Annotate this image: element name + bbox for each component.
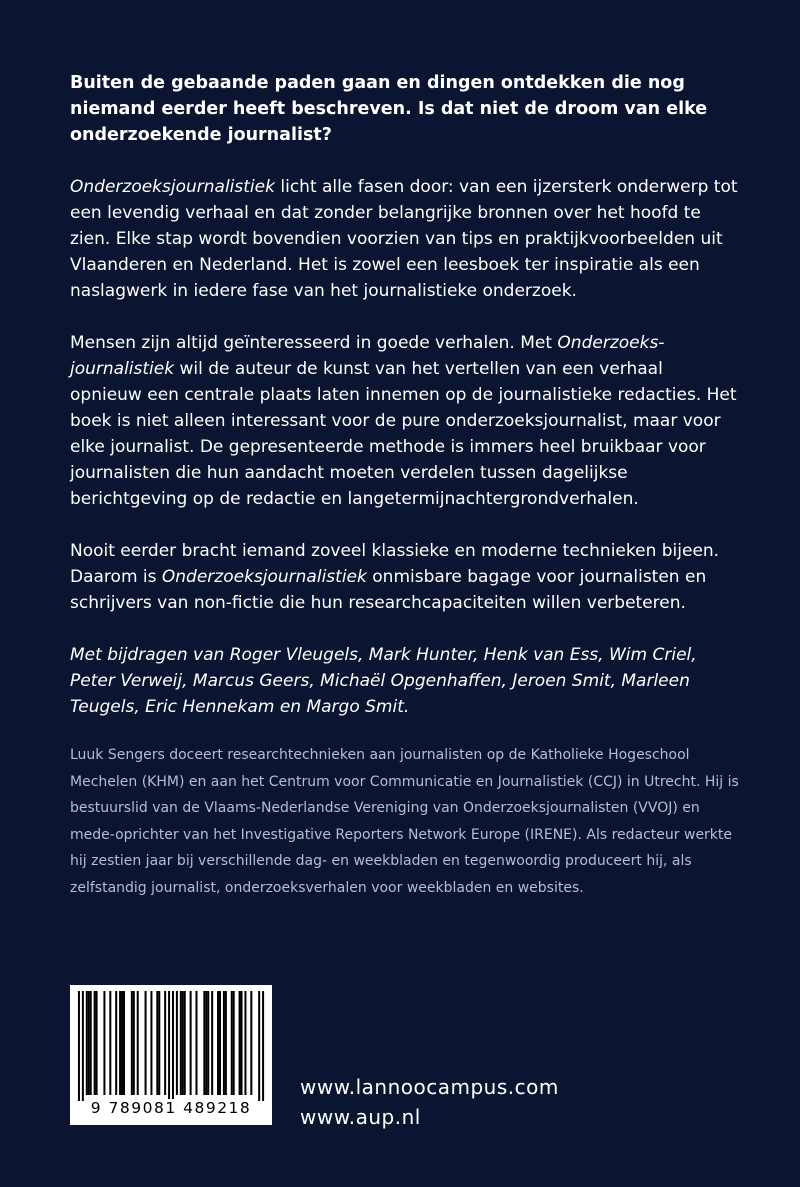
barcode-bar xyxy=(82,991,84,1101)
barcode-bar xyxy=(119,991,121,1095)
paragraph-text: onmisbare bagage voor journalisten en schrijvers van non-fictie die hun researchcapaciteiten willen verbeteren. xyxy=(70,567,707,613)
book-title-italic: Onderzoeks-journalistiek xyxy=(70,333,665,379)
barcode-bar xyxy=(158,991,160,1095)
barcode-bar xyxy=(205,991,207,1095)
book-title-italic: Onderzoeksjournalistiek xyxy=(161,567,367,587)
barcode-bar xyxy=(225,991,227,1095)
paragraph-text: Mensen zijn altijd geïnteresseerd in goede verhalen. Met xyxy=(70,333,558,353)
barcode-bar xyxy=(182,991,184,1095)
book-title-italic: Onderzoeksjournalistiek xyxy=(70,177,275,197)
barcode-bar xyxy=(103,991,105,1095)
barcode-bar xyxy=(123,991,125,1095)
barcode-bar xyxy=(223,991,225,1095)
paragraph-text: Nooit eerder bracht iemand zoveel klassieke en moderne technieken bijeen. Daarom is xyxy=(70,541,720,587)
publisher-websites xyxy=(300,1072,559,1132)
barcode-bar xyxy=(115,991,117,1095)
barcode-bar xyxy=(133,991,135,1095)
barcode-bar xyxy=(190,991,192,1095)
barcode-bar xyxy=(211,991,213,1095)
barcode-bar xyxy=(217,991,219,1095)
barcode-bar xyxy=(156,991,158,1095)
barcode-bar xyxy=(172,991,174,1101)
barcode-bar xyxy=(164,991,166,1095)
barcode-bar xyxy=(231,991,233,1095)
lead-paragraph: Buiten de gebaande paden gaan en dingen ontdekken die nog niemand eerder heeft beschreven. Is dat niet de droom van elke onderzoekende journalist? xyxy=(70,73,708,145)
barcode-bars xyxy=(76,991,266,1101)
barcode-bar xyxy=(258,991,260,1101)
barcode-bar xyxy=(131,991,133,1095)
website-aup: www.aup.nl xyxy=(300,1105,421,1129)
barcode-bar xyxy=(241,991,243,1095)
description-paragraph-1 xyxy=(70,174,740,304)
barcode-bar xyxy=(233,991,235,1095)
website-lannoocampus: www.lannoocampus.com xyxy=(300,1075,559,1099)
barcode-bar xyxy=(195,991,197,1095)
barcode-bar xyxy=(109,991,111,1095)
barcode-bar xyxy=(86,991,88,1095)
description-paragraph-2 xyxy=(70,330,740,512)
paragraph-text: licht alle fasen door: van een ijzersterk onderwerp tot een levendig verhaal en dat zonder belangrijke bronnen over het hoofd te zien. Elke stap wordt bovendien voorzien van tips en praktijkvoorbeelden uit Vlaanderen en Nederland. Het is zowel een leesboek ter inspiratie als een naslagwerk in iedere fase van het journalistieke onderzoek. xyxy=(70,177,738,301)
description-paragraph-3 xyxy=(70,538,740,616)
barcode-bar xyxy=(176,991,178,1095)
barcode-bar xyxy=(94,991,96,1095)
barcode-bar xyxy=(88,991,90,1095)
barcode-bar xyxy=(207,991,209,1095)
barcode-bar xyxy=(180,991,182,1095)
barcode-bar xyxy=(250,991,252,1095)
barcode-bar xyxy=(121,991,123,1095)
barcode-bar xyxy=(150,991,152,1095)
barcode-bar xyxy=(239,991,241,1095)
back-cover-text xyxy=(70,70,740,901)
barcode-bar xyxy=(184,991,186,1095)
barcode-bar xyxy=(219,991,221,1095)
barcode-bar xyxy=(262,991,264,1101)
barcode-bar xyxy=(203,991,205,1095)
barcode-bar xyxy=(168,991,170,1101)
barcode-bar xyxy=(96,991,98,1095)
isbn-number: 9 789081 489218 xyxy=(90,1099,252,1117)
paragraph-text: wil de auteur de kunst van het vertellen van een verhaal opnieuw een centrale plaats laten innemen op de journalistieke redacties. Het boek is niet alleen interessant voor de pure onderzoeksjournalist, maar voor elke journalist. De gepresenteerde methode is immers heel bruikbaar voor journalisten die hun aandacht moeten verdelen tussen dagelijkse berichtgeving op de redactie en langetermijnachtergrondverhalen. xyxy=(70,359,737,509)
barcode-bar xyxy=(244,991,246,1095)
contributors-paragraph: Met bijdragen van Roger Vleugels, Mark Hunter, Henk van Ess, Wim Criel, Peter Verweij, Marcus Geers, Michaël Opgenhaffen, Jeroen Smit, Marleen Teugels, Eric Hennekam en Margo Smit. xyxy=(70,645,697,717)
author-bio: Luuk Sengers doceert researchtechnieken aan journalisten op de Katholieke Hogeschool Mechelen (KHM) en aan het Centrum voor Communicatie en Journalistiek (CCJ) in Utrecht. Hij is bestuurslid van de Vlaams-Nederlandse Vereniging van Onderzoeksjournalisten (VVOJ) en mede-oprichter van het Investigative Reporters Network Europe (IRENE). Als redacteur werkte hij zestien jaar bij verschillende dag- en weekbladen en tegenwoordig produceert hij, als zelfstandig journalist, onderzoeksverhalen voor weekbladen en websites. xyxy=(70,747,739,896)
barcode-bar xyxy=(90,991,92,1095)
isbn-digits xyxy=(70,1097,272,1119)
barcode-bar xyxy=(78,991,80,1101)
isbn-barcode xyxy=(70,985,272,1125)
barcode-bar xyxy=(145,991,147,1095)
barcode-bar xyxy=(137,991,139,1095)
